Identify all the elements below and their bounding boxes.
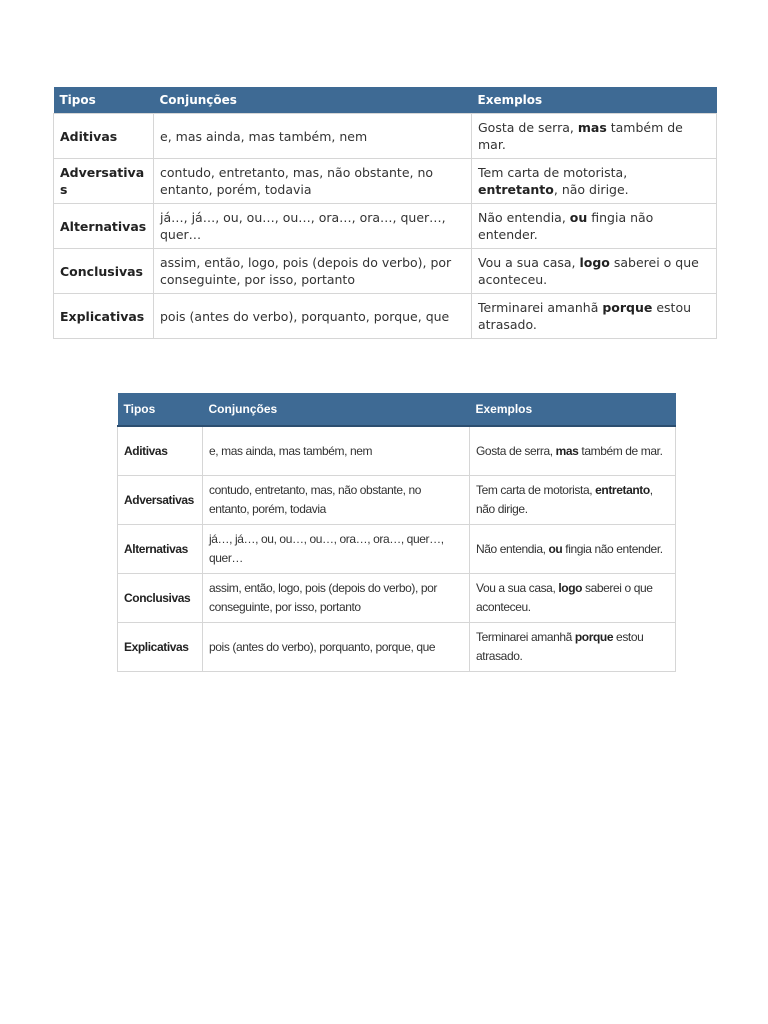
conjuncoes-cell: já…, já…, ou, ou…, ou…, ora…, ora…, quer…, quer… <box>203 525 470 574</box>
exemplo-conjunction: mas <box>555 443 579 458</box>
exemplo-conjunction: ou <box>569 210 588 225</box>
exemplo-text: fingia não entender. <box>478 210 654 242</box>
exemplo-conjunction: mas <box>577 120 607 135</box>
header-exemplos: Exemplos <box>472 87 717 114</box>
conjuncoes-cell: pois (antes do verbo), porquanto, porque, que <box>154 294 472 339</box>
exemplo-text: Gosta de serra, <box>476 443 556 458</box>
conjuncoes-cell: assim, então, logo, pois (depois do verbo), por conseguinte, por isso, portanto <box>154 249 472 294</box>
table-row <box>118 426 676 476</box>
tipo-cell: Aditivas <box>54 114 154 159</box>
exemplo-cell <box>472 114 717 159</box>
tipo-cell: Conclusivas <box>118 574 203 623</box>
exemplo-conjunction: porque <box>574 630 614 644</box>
table-row <box>118 623 676 672</box>
conjuncoes-cell: já…, já…, ou, ou…, ou…, ora…, ora…, quer…, quer… <box>154 204 472 249</box>
header-tipos: Tipos <box>54 87 154 114</box>
exemplo-text: fingia não entender. <box>562 541 663 556</box>
exemplo-text: estou atrasado. <box>476 630 644 663</box>
tipo-cell: Adversativas <box>54 159 154 204</box>
table-row <box>118 574 676 623</box>
conjuncoes-cell: contudo, entretanto, mas, não obstante, no entanto, porém, todavia <box>154 159 472 204</box>
conjuncoes-cell: e, mas ainda, mas também, nem <box>154 114 472 159</box>
exemplo-cell <box>470 476 676 525</box>
tipo-cell: Adversativas <box>118 476 203 525</box>
exemplo-cell <box>472 249 717 294</box>
exemplo-conjunction: porque <box>602 300 653 315</box>
exemplo-cell <box>470 525 676 574</box>
exemplo-text: Terminarei amanhã <box>476 630 575 644</box>
header-tipos: Tipos <box>118 393 203 426</box>
exemplo-cell <box>470 574 676 623</box>
exemplo-cell <box>472 204 717 249</box>
exemplo-text: Vou a sua casa, <box>478 255 580 270</box>
tipo-cell: Aditivas <box>118 426 203 476</box>
table-row <box>54 159 717 204</box>
header-row <box>54 87 717 114</box>
exemplo-text: estou atrasado. <box>478 300 692 332</box>
table-row <box>54 204 717 249</box>
exemplo-text: Tem carta de motorista, <box>478 165 628 180</box>
conjuncoes-cell: pois (antes do verbo), porquanto, porque, que <box>203 623 470 672</box>
exemplo-text: Terminarei amanhã <box>478 300 603 315</box>
conjuncoes-cell: contudo, entretanto, mas, não obstante, no entanto, porém, todavia <box>203 476 470 525</box>
conjuncoes-cell: assim, então, logo, pois (depois do verbo), por conseguinte, por isso, portanto <box>203 574 470 623</box>
table-row <box>54 114 717 159</box>
exemplo-cell <box>470 623 676 672</box>
tipo-cell: Explicativas <box>118 623 203 672</box>
conjuncoes-cell: e, mas ainda, mas também, nem <box>203 426 470 476</box>
exemplo-conjunction: entretanto <box>478 182 554 197</box>
exemplo-conjunction: ou <box>548 541 563 556</box>
exemplo-text: saberei o que aconteceu. <box>478 255 699 287</box>
exemplo-conjunction: logo <box>579 255 610 270</box>
header-conjuncoes: Conjunções <box>203 393 470 426</box>
exemplo-text: , não dirige. <box>553 182 629 197</box>
header-conjuncoes: Conjunções <box>154 87 472 114</box>
conjunctions-table-1 <box>53 87 717 339</box>
exemplo-cell <box>472 294 717 339</box>
exemplo-text: Não entendia, <box>476 541 549 556</box>
exemplo-text: , não dirige. <box>476 483 653 516</box>
conjunctions-table-2 <box>117 393 676 672</box>
tipo-cell: Alternativas <box>54 204 154 249</box>
tipo-cell: Alternativas <box>118 525 203 574</box>
exemplo-text: Tem carta de motorista, <box>476 483 596 497</box>
header-row <box>118 393 676 426</box>
tipo-cell: Explicativas <box>54 294 154 339</box>
table-row <box>118 476 676 525</box>
exemplo-text: também de mar. <box>578 443 663 458</box>
exemplo-text: também de mar. <box>478 120 683 152</box>
exemplo-text: saberei o que aconteceu. <box>476 581 653 614</box>
exemplo-conjunction: logo <box>558 581 583 595</box>
header-exemplos: Exemplos <box>470 393 676 426</box>
table-row <box>118 525 676 574</box>
exemplo-conjunction: entretanto <box>595 483 650 497</box>
tipo-cell: Conclusivas <box>54 249 154 294</box>
table-row <box>54 249 717 294</box>
exemplo-text: Não entendia, <box>478 210 570 225</box>
table-row <box>54 294 717 339</box>
exemplo-text: Gosta de serra, <box>478 120 578 135</box>
exemplo-cell <box>472 159 717 204</box>
exemplo-cell <box>470 426 676 476</box>
exemplo-text: Vou a sua casa, <box>476 581 559 595</box>
